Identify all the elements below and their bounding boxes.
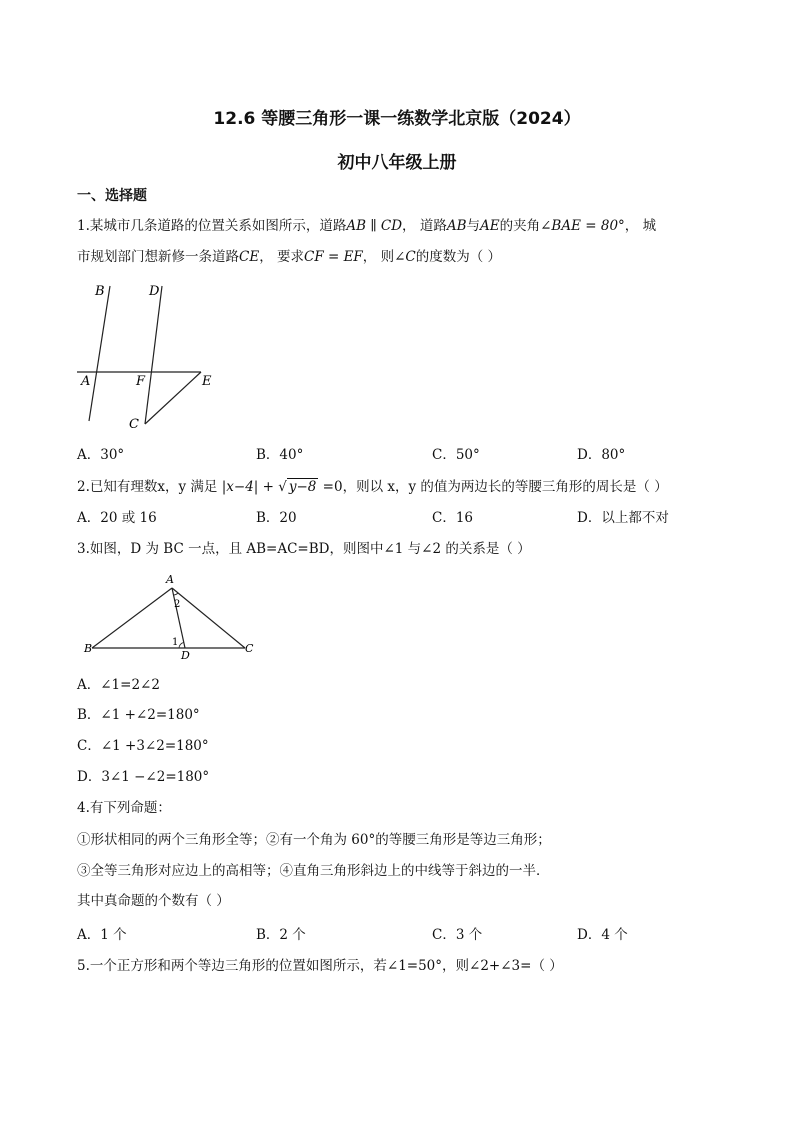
- q3-option-c[interactable]: C．∠1 +3∠2=180°: [77, 738, 209, 754]
- q3-option-d[interactable]: D．3∠1 −∠2=180°: [77, 769, 210, 785]
- q4-stem: 4.有下列命题：: [77, 800, 171, 816]
- q1-label-B: B: [95, 284, 105, 299]
- q4-option-a[interactable]: A．1 个: [77, 927, 127, 943]
- q4-option-d[interactable]: D．4 个: [577, 927, 628, 943]
- page-subtitle: 初中八年级上册: [337, 153, 457, 173]
- q4-proposition-line1: ①形状相同的两个三角形全等；②有一个角为 60°的等腰三角形是等边三角形；: [77, 832, 551, 848]
- q3-stem: 3.如图，D 为 BC 一点，且 AB=AC=BD，则图中∠1 与∠2 的关系是（ ）: [77, 541, 531, 557]
- page-title: 12.6 等腰三角形一课一练数学北京版（2024）: [213, 109, 581, 129]
- q2-option-b[interactable]: B．20: [256, 510, 297, 526]
- q3-label-angle-2: 2: [174, 599, 181, 610]
- q3-option-b[interactable]: B．∠1 +∠2=180°: [77, 707, 200, 723]
- q1-line-AB: [89, 286, 110, 421]
- q3-label-B: B: [84, 642, 93, 655]
- q3-label-C: C: [245, 642, 254, 655]
- q3-label-D: D: [181, 649, 190, 660]
- q2-option-c[interactable]: C．16: [432, 510, 474, 526]
- q4-proposition-line2: ③全等三角形对应边上的高相等；④直角三角形斜边上的中线等于斜边的一半．: [77, 863, 550, 879]
- q3-option-a[interactable]: A．∠1=2∠2: [77, 677, 160, 693]
- q1-option-d[interactable]: D．80°: [577, 447, 626, 463]
- q4-question: 其中真命题的个数有（ ）: [77, 893, 230, 909]
- q1-label-A: A: [81, 374, 91, 389]
- q3-label-angle-1: 1: [172, 637, 179, 648]
- q1-label-F: F: [136, 374, 146, 389]
- q3-figure: [80, 570, 260, 660]
- q2-option-d[interactable]: D．以上都不对: [577, 510, 669, 526]
- q1-option-c[interactable]: C．50°: [432, 447, 480, 463]
- q1-option-b[interactable]: B．40°: [256, 447, 304, 463]
- q3-line-AB: [92, 588, 172, 648]
- q3-angle-2-arc: [174, 593, 179, 595]
- q1-stem-line2: 市规划部门想新修一条道路CE， 要求CF = EF， 则∠C的度数为（ ）: [77, 249, 502, 265]
- q1-label-C: C: [129, 417, 139, 432]
- q3-label-A: A: [166, 573, 174, 586]
- q2-stem: 2.已知有理数x，y 满足 |x−4| + √ y−8 =0，则以 x，y 的值为两边长的等腰三角形的周长是（ ）: [77, 479, 668, 495]
- q1-stem-line1: 1.某城市几条道路的位置关系如图所示，道路AB ∥ CD， 道路AB与AE的夹角∠BAE = 80°， 城: [77, 218, 657, 234]
- q1-figure: [75, 278, 225, 433]
- section-heading: 一、选择题: [77, 188, 147, 204]
- q5-stem: 5.一个正方形和两个等边三角形的位置如图所示，若∠1=50°，则∠2+∠3=（ ）: [77, 958, 563, 974]
- q1-option-a[interactable]: A．30°: [77, 447, 125, 463]
- q2-option-a[interactable]: A．20 或 16: [77, 510, 157, 526]
- q1-label-E: E: [202, 374, 212, 389]
- q4-option-c[interactable]: C．3 个: [432, 927, 483, 943]
- q3-angle-1-arc: [179, 643, 184, 649]
- q4-option-b[interactable]: B．2 个: [256, 927, 306, 943]
- q1-line-CD: [145, 286, 162, 424]
- q1-label-D: D: [149, 284, 160, 299]
- q1-line-CE: [145, 372, 201, 424]
